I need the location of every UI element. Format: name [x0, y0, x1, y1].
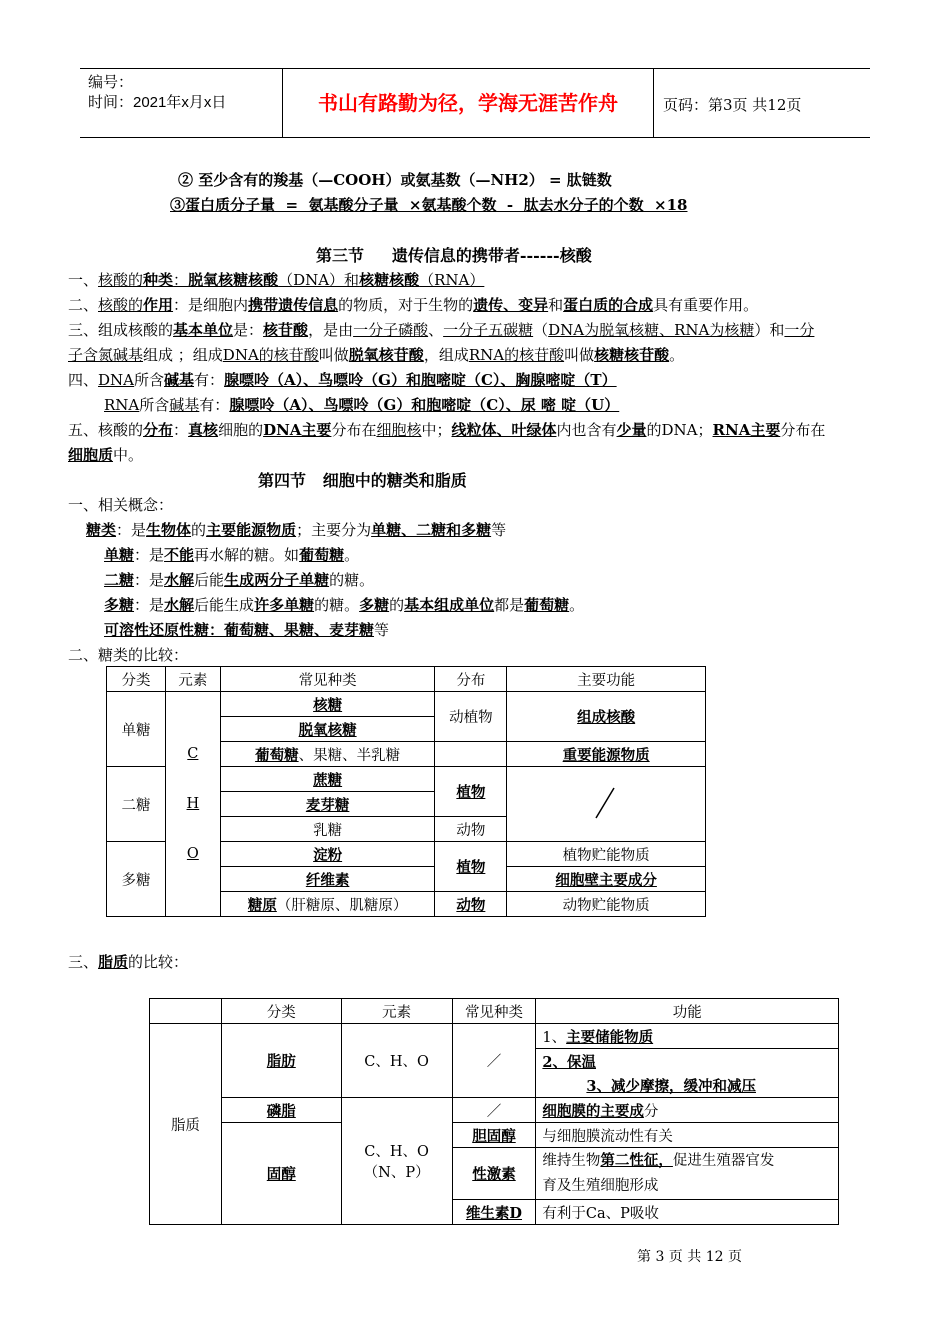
text: 有： [194, 371, 225, 389]
text: 核酸的 [98, 271, 144, 289]
text: 的 [191, 521, 207, 539]
kind-cell: 淀粉 [220, 842, 435, 867]
text: 的糖。 [329, 571, 375, 589]
dna-bases-line [68, 368, 617, 392]
motto: 书山有路勤为径，学海无涯苦作舟 [282, 69, 654, 137]
text: 糖类 [86, 521, 117, 539]
text: 脱氧核苷酸 [348, 346, 424, 364]
text: 脱氧核糖核酸 [188, 271, 279, 289]
text: 糖原 [247, 896, 277, 914]
header-cell: 常见种类 [220, 667, 435, 692]
text: ，组成 [423, 346, 469, 364]
text: DNA为脱氧核糖、RNA为核糖 [548, 321, 755, 339]
text: 细胞的 [218, 421, 264, 439]
text: 基本组成单位 [404, 596, 495, 614]
text: DNA主要 [263, 421, 332, 439]
header-cell [150, 999, 222, 1024]
text: 一分 [784, 321, 815, 339]
text: ；主要分为 [296, 521, 372, 539]
text: 碱基 [164, 371, 195, 389]
number-label: 编号： [88, 74, 134, 91]
text: 再水解的糖。如 [194, 546, 300, 564]
concepts-heading: 一、相关概念： [68, 496, 174, 514]
category-cell: 单糖 [107, 692, 166, 767]
distribution-cell: 动物 [435, 817, 507, 842]
function-cell [536, 1148, 839, 1200]
text: ，是由 [308, 321, 354, 339]
function-cell [536, 1024, 839, 1049]
function-cell: 细胞壁主要成分 [507, 867, 706, 892]
function-cell: 3、减少摩擦，缓冲和减压 [536, 1073, 839, 1098]
function-cell [536, 1098, 839, 1123]
text: 有： [199, 396, 230, 414]
text: 子含氮碱基 [68, 346, 144, 364]
page-code-cell [653, 69, 870, 137]
text: （N、P） [363, 1165, 430, 1181]
text: 单糖、二糖和多糖 [371, 521, 492, 539]
text: 分 [643, 1103, 659, 1120]
text: 第二性征， [600, 1152, 673, 1169]
table-header-row [150, 999, 839, 1024]
text: ：是 [134, 571, 165, 589]
text: 的比较： [128, 953, 189, 971]
page-header [80, 68, 870, 138]
text: ）和 [754, 321, 785, 339]
table-row [150, 1123, 839, 1148]
text: （DNA）和 [278, 271, 360, 289]
distribution-cell: 植物 [435, 767, 507, 817]
text: 主要能源物质 [206, 521, 297, 539]
page-footer: 第 3 页 共 12 页 [637, 1249, 742, 1265]
formula-3: ③蛋白质分子量 = 氨基酸分子量 ×氨基酸个数 - 肽去水分子的个数 ×18 [170, 196, 688, 214]
text: 的物质，对于生物的 [338, 296, 474, 314]
text: 1、 [542, 1029, 567, 1046]
kind-cell: 蔗糖 [220, 767, 435, 792]
text: 维持生物 [542, 1153, 601, 1169]
element-cell: C、H、O [341, 1024, 452, 1098]
text: 三、 [68, 953, 99, 971]
text: C、H、O [364, 1144, 429, 1160]
text: （ [533, 321, 549, 339]
text: 。 [669, 346, 685, 364]
text: 少量 [616, 421, 647, 439]
sugar-def-line [86, 518, 506, 542]
text: 一、 [68, 271, 99, 289]
text: 单糖 [104, 546, 135, 564]
text: 分布 [143, 421, 174, 439]
text: 碱基 [169, 396, 200, 414]
table-header-row [107, 667, 706, 692]
text: 核糖核苷酸 [594, 346, 670, 364]
text: ： [173, 271, 189, 289]
text: 促进生殖器官发 [672, 1153, 775, 1169]
group-cell: 脂质 [150, 1024, 222, 1225]
text: 四、 [68, 371, 99, 389]
elements-cell [165, 692, 220, 917]
distribution-cell: 动植物 [435, 692, 507, 742]
category-cell: 二糖 [107, 767, 166, 842]
text: 组成 ；组成 [143, 346, 223, 364]
text: 后能生成 [194, 596, 255, 614]
text: 细胞核 [376, 421, 422, 439]
element-cell [341, 1098, 452, 1225]
text: 等 [374, 621, 390, 639]
header-cell: 元素 [165, 667, 220, 692]
kind-cell: 麦芽糖 [220, 792, 435, 817]
kind-cell: 胆固醇 [452, 1123, 536, 1148]
nucleic-types-line [68, 268, 484, 292]
text: 育及生殖细胞形成 [542, 1178, 659, 1194]
text: 核苷酸 [263, 321, 309, 339]
text: DNA [98, 371, 134, 389]
text: 许多单糖 [254, 596, 315, 614]
text: 叫做 [318, 346, 349, 364]
text: ：是 [134, 596, 165, 614]
sugar-compare-heading: 二、糖类的比较： [68, 646, 189, 664]
text: 蛋白质的合成 [563, 296, 654, 314]
nucleic-unit-line [68, 318, 814, 342]
text: 的 [389, 596, 405, 614]
header-cell: 分类 [221, 999, 341, 1024]
text: 后能 [194, 571, 225, 589]
text: 生成两分子单糖 [224, 571, 330, 589]
rna-bases-line [104, 393, 619, 417]
text: 基本单位 [173, 321, 234, 339]
text: 线粒体、叶绿体 [451, 421, 557, 439]
text: ： [173, 421, 189, 439]
text: 脂质 [98, 953, 129, 971]
reducing-sugar-line [104, 618, 389, 642]
kind-cell [220, 892, 435, 917]
text: 叫做 [564, 346, 595, 364]
time-label: 时间：2021年x月x日 [88, 94, 227, 111]
text: ：是 [134, 546, 165, 564]
poly-def-line [104, 593, 584, 617]
text: 分布在 [331, 421, 377, 439]
text: ：是细胞内 [173, 296, 249, 314]
kind-cell: 核糖 [220, 692, 435, 717]
text: 真核 [188, 421, 219, 439]
text: 一分子五碳糖 [443, 321, 534, 339]
function-cell: 植物贮能物质 [507, 842, 706, 867]
text: 和 [548, 296, 564, 314]
text: （RNA） [419, 271, 485, 289]
text: 主要储能物质 [566, 1028, 654, 1046]
text: 葡萄糖 [524, 596, 570, 614]
header-cell: 元素 [341, 999, 452, 1024]
slash-mark [586, 782, 626, 822]
text: 所含 [139, 396, 170, 414]
nucleic-unit-line-2 [68, 343, 684, 367]
text: 作用 [143, 296, 174, 314]
lipid-table [149, 998, 839, 1225]
header-cell: 功能 [536, 999, 839, 1024]
kind-cell: 性激素 [452, 1148, 536, 1200]
nucleic-dist-line-2 [68, 443, 143, 467]
text: 的糖。 [314, 596, 360, 614]
kind-cell: 纤维素 [220, 867, 435, 892]
text: 具有重要作用。 [653, 296, 759, 314]
text: 多糖 [104, 596, 135, 614]
header-cell: 主要功能 [507, 667, 706, 692]
di-def-line [104, 568, 374, 592]
class-cell: 磷脂 [221, 1098, 341, 1123]
text: 。 [344, 546, 360, 564]
function-cell-slash [507, 767, 706, 842]
text: 等 [491, 521, 507, 539]
text: 细胞质 [68, 446, 114, 464]
text: 、 [428, 321, 444, 339]
kind-cell: ／ [452, 1024, 536, 1098]
text [542, 1148, 838, 1174]
text: 水解 [164, 596, 195, 614]
text: 中。 [113, 446, 144, 464]
function-cell: 有利于Ca、P吸收 [536, 1200, 839, 1225]
nucleic-dist-line [68, 418, 825, 442]
header-cell: 分布 [435, 667, 507, 692]
text: 遗传、变异 [473, 296, 549, 314]
kind-cell: 乳糖 [220, 817, 435, 842]
text: 多糖 [359, 596, 390, 614]
text: 的DNA； [646, 421, 713, 439]
text: 水解 [164, 571, 195, 589]
text: 一分子磷酸 [353, 321, 429, 339]
text: 携带遗传信息 [248, 296, 339, 314]
category-cell: 多糖 [107, 842, 166, 917]
text: RNA [104, 396, 140, 414]
function-cell: 动物贮能物质 [507, 892, 706, 917]
table-row [150, 1098, 839, 1123]
text: 细胞膜的主要成 [542, 1102, 644, 1120]
text: 腺嘌呤（A）、鸟嘌呤（G）和胞嘧啶（C）、尿 嘧 啶（U） [229, 396, 620, 414]
header-meta [80, 69, 282, 137]
text: 可溶性还原性糖：葡萄糖、果糖、麦芽糖 [104, 621, 375, 639]
text: （肝糖原、肌糖原） [276, 897, 408, 914]
text: RNA的核苷酸 [468, 346, 565, 364]
distribution-cell: 植物 [435, 842, 507, 892]
text: 二、 [68, 296, 99, 314]
element-o: O [186, 846, 199, 862]
text: 核糖核酸 [359, 271, 420, 289]
function-cell: 重要能源物质 [507, 742, 706, 767]
function-cell: 组成核酸 [507, 692, 706, 742]
text: 所含 [134, 371, 165, 389]
text: 是： [233, 321, 264, 339]
class-cell: 固醇 [221, 1123, 341, 1225]
distribution-cell [435, 742, 507, 767]
header-cell: 常见种类 [452, 999, 536, 1024]
section3-title: 第三节 遗传信息的携带者------核酸 [316, 246, 592, 265]
sugar-table [106, 666, 706, 917]
page-code: 页码：第3页 共12页 [663, 96, 802, 114]
text: 内也含有 [556, 421, 617, 439]
text: 分布在 [780, 421, 826, 439]
text: 、果糖、半乳糖 [298, 747, 401, 764]
text: 都是 [494, 596, 525, 614]
text: RNA主要 [712, 421, 781, 439]
text: 葡萄糖 [255, 746, 299, 764]
section4-title: 第四节 细胞中的糖类和脂质 [258, 471, 467, 490]
element-c: C [187, 746, 199, 762]
distribution-cell: 动物 [435, 892, 507, 917]
lipid-compare-heading [68, 950, 188, 974]
text: 中； [421, 421, 452, 439]
nucleic-role-line [68, 293, 758, 317]
table-row [107, 692, 706, 717]
formula-2: ② 至少含有的羧基（—COOH）或氨基数（—NH2） = 肽链数 [178, 171, 612, 189]
function-cell: 与细胞膜流动性有关 [536, 1123, 839, 1148]
element-h: H [186, 796, 200, 812]
mono-def-line [104, 543, 359, 567]
text: 腺嘌呤（A）、鸟嘌呤（G）和胞嘧啶（C）、胸腺嘧啶（T） [224, 371, 617, 389]
text: DNA的核苷酸 [222, 346, 319, 364]
text: ：是 [116, 521, 147, 539]
table-row [150, 1024, 839, 1049]
kind-cell [220, 742, 435, 767]
text: 不能 [164, 546, 195, 564]
text: 生物体 [146, 521, 192, 539]
text: 五、核酸的 [68, 421, 144, 439]
function-cell: 2、保温 [536, 1049, 839, 1074]
class-cell: 脂肪 [221, 1024, 341, 1098]
text: 核酸的 [98, 296, 144, 314]
text: 种类 [143, 271, 174, 289]
text: 二糖 [104, 571, 135, 589]
text: 葡萄糖 [299, 546, 345, 564]
kind-cell: 维生素D [452, 1200, 536, 1225]
kind-cell: ／ [452, 1098, 536, 1123]
text: 。 [569, 596, 585, 614]
kind-cell: 脱氧核糖 [220, 717, 435, 742]
header-cell: 分类 [107, 667, 166, 692]
text: 三、组成核酸的 [68, 321, 174, 339]
